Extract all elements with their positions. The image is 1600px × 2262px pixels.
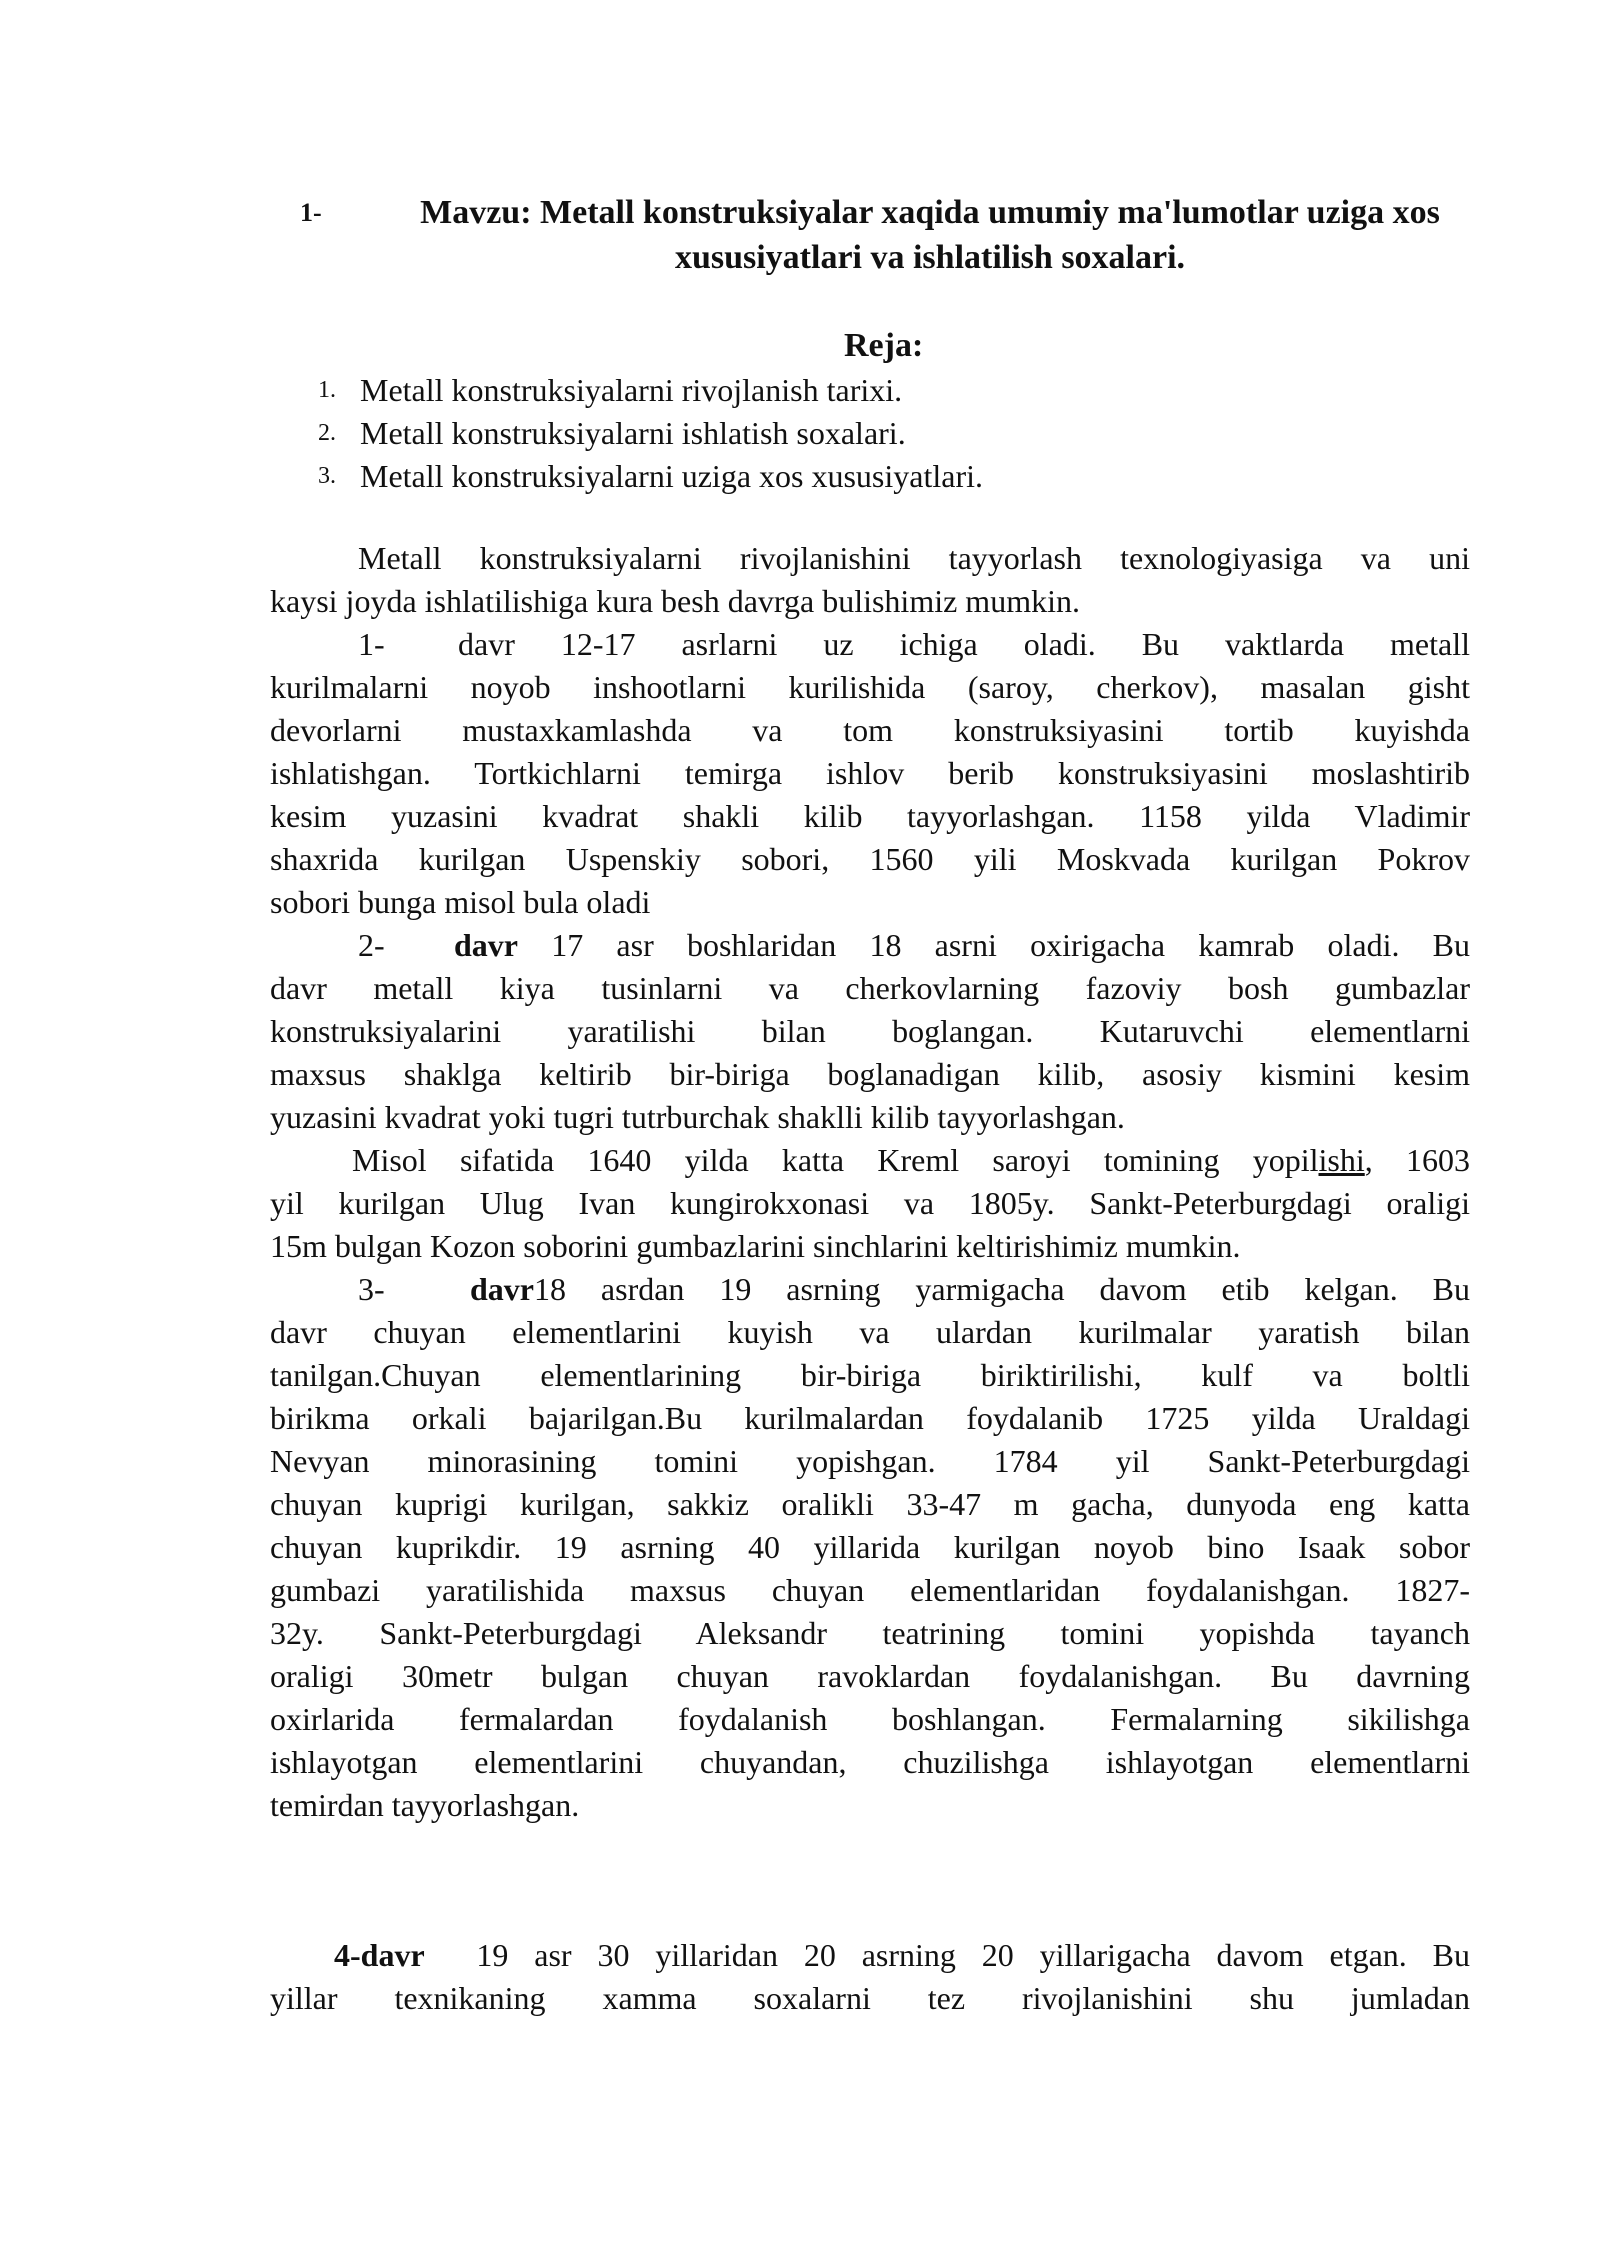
plan-item-number: 2. bbox=[318, 420, 336, 446]
text-line: ishlayotgan elementlarini chuyandan, chuzilishga ishlayotgan elementlarni bbox=[270, 1744, 1470, 1780]
text-line: shaxrida kurilgan Uspenskiy sobori, 1560 yili Moskvada kurilgan Pokrov bbox=[270, 841, 1470, 877]
plan-item-number: 3. bbox=[318, 463, 336, 489]
underlined-text: ishi bbox=[1318, 1142, 1365, 1178]
document-body bbox=[270, 537, 1470, 2020]
text-line: Metall konstruksiyalarni rivojlanishini tayyorlash texnologiyasiga va uni bbox=[358, 540, 1470, 576]
text-line: davr metall kiya tusinlarni va cherkovlarning fazoviy bosh gumbazlar bbox=[270, 970, 1470, 1006]
text-line: oraligi 30metr bulgan chuyan ravoklardan foydalanishgan. Bu davrning bbox=[270, 1658, 1470, 1694]
text-line: chuyan kuprikdir. 19 asrning 40 yillarida kurilgan noyob bino Isaak sobor bbox=[270, 1529, 1470, 1565]
plan-list bbox=[318, 369, 1318, 498]
text-line: maxsus shaklga keltirib bir-biriga boglanadigan kilib, asosiy kismini kesim bbox=[270, 1056, 1470, 1092]
topic-title: Mavzu: Metall konstruksiyalar xaqida umumiy ma'lumotlar uziga xos xususiyatlari va ishlatilish soxalari. bbox=[420, 194, 1440, 276]
period-label: 3- bbox=[358, 1271, 385, 1307]
text-line: yillar texnikaning xamma soxalarni tez rivojlanishini shu jumladan bbox=[270, 1980, 1470, 2016]
text-line bbox=[270, 1934, 1470, 1977]
period-label: 1- bbox=[358, 626, 385, 662]
plan-item-text: Metall konstruksiyalarni uziga xos xususiyatlari. bbox=[360, 458, 983, 494]
text-span: Misol sifatida 1640 yilda katta Kreml saroyi tomining yopil bbox=[352, 1142, 1319, 1178]
text-line: 32y. Sankt-Peterburgdagi Aleksandr teatrining tomini yopishda tayanch bbox=[270, 1615, 1470, 1651]
text-line: konstruksiyalarini yaratilishi bilan boglangan. Kutaruvchi elementlarni bbox=[270, 1013, 1470, 1049]
topic-number: 1- bbox=[300, 198, 322, 227]
text-line: davr chuyan elementlarini kuyish va ulardan kurilmalar yaratish bilan bbox=[270, 1314, 1470, 1350]
text-line: yil kurilgan Ulug Ivan kungirokxonasi va 1805y. Sankt-Peterburgdagi oraligi bbox=[270, 1185, 1470, 1221]
text-line: devorlarni mustaxkamlashda va tom konstruksiyasini tortib kuyishda bbox=[270, 712, 1470, 748]
text-span: 19 asr 30 yillaridan 20 asrning 20 yillarigacha davom etgan. Bu bbox=[476, 1937, 1471, 1973]
text-span: 18 asrdan 19 asrning yarmigacha davom etib kelgan. Bu bbox=[534, 1271, 1470, 1307]
text-line: gumbazi yaratilishida maxsus chuyan elementlaridan foydalanishgan. 1827- bbox=[270, 1572, 1470, 1608]
text-line: kurilmalarni noyob inshootlarni kurilishida (saroy, cherkov), masalan gisht bbox=[270, 669, 1470, 705]
text-line: Nevyan minorasining tomini yopishgan. 1784 yil Sankt-Peterburgdagi bbox=[270, 1443, 1470, 1479]
period-label: 2- bbox=[358, 927, 385, 963]
plan-item-text: Metall konstruksiyalarni ishlatish soxalari. bbox=[360, 415, 906, 451]
text-line: birikma orkali bajarilgan.Bu kurilmalardan foydalanib 1725 yilda Uraldagi bbox=[270, 1400, 1470, 1436]
text-line bbox=[270, 924, 1470, 967]
text-line: yuzasini kvadrat yoki tugri tutrburchak shaklli kilib tayyorlashgan. bbox=[270, 1099, 1125, 1135]
text-line bbox=[270, 1139, 1470, 1182]
period-keyword: davr bbox=[470, 1271, 534, 1307]
text-line: ishlatishgan. Tortkichlarni temirga ishlov berib konstruksiyasini moslashtirib bbox=[270, 755, 1470, 791]
plan-item bbox=[318, 412, 1318, 455]
text-span: , 1603 bbox=[1364, 1142, 1471, 1178]
text-line: kaysi joyda ishlatilishiga kura besh davrga bulishimiz mumkin. bbox=[270, 583, 1080, 619]
period-keyword: davr bbox=[454, 927, 518, 963]
plan-item-text: Metall konstruksiyalarni rivojlanish tarixi. bbox=[360, 372, 903, 408]
text-line: sobori bunga misol bula oladi bbox=[270, 884, 651, 920]
text-line: tanilgan.Chuyan elementlarining bir-biriga biriktirilishi, kulf va boltli bbox=[270, 1357, 1470, 1393]
text-line bbox=[270, 623, 1470, 666]
plan-item bbox=[318, 455, 1318, 498]
text-span: davr 12-17 asrlarni uz ichiga oladi. Bu vaktlarda metall bbox=[458, 626, 1470, 662]
paragraph-gap bbox=[270, 1827, 1470, 1934]
text-line bbox=[270, 1268, 1470, 1311]
text-line: chuyan kuprigi kurilgan, sakkiz oralikli 33-47 m gacha, dunyoda eng katta bbox=[270, 1486, 1470, 1522]
text-line: 15m bulgan Kozon soborini gumbazlarini sinchlarini keltirishimiz mumkin. bbox=[270, 1228, 1241, 1264]
plan-item-number: 1. bbox=[318, 377, 336, 403]
text-line: kesim yuzasini kvadrat shakli kilib tayyorlashgan. 1158 yilda Vladimir bbox=[270, 798, 1470, 834]
text-line: oxirlarida fermalardan foydalanish boshlangan. Fermalarning sikilishga bbox=[270, 1701, 1470, 1737]
plan-item bbox=[318, 369, 1318, 412]
period-keyword: 4-davr bbox=[334, 1937, 425, 1973]
text-span: 17 asr boshlaridan 18 asrni oxirigacha kamrab oladi. Bu bbox=[551, 927, 1471, 963]
text-line: temirdan tayyorlashgan. bbox=[270, 1787, 580, 1823]
plan-heading: Reja: bbox=[844, 327, 924, 364]
